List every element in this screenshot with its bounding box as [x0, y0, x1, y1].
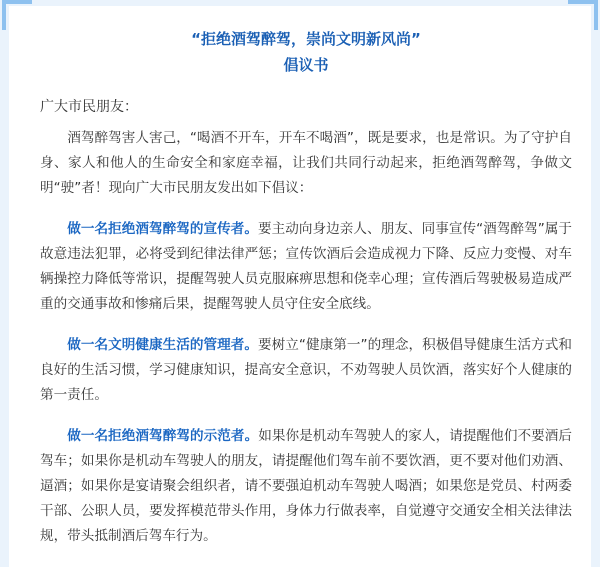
document-title: “拒绝酒驾醉驾，崇尚文明新风尚” [191, 30, 421, 48]
section-body: 如果你是机动车驾驶人的家人，请提醒他们不要酒后驾车；如果你是机动车驾驶人的朋友，请提醒他们驾车前不要饮酒，更不要对他们劝酒、逼酒；如果你是宴请聚会组织者，请不要强迫机动车驾驶人喝酒；如果您是党员、村两委干部、公职人员，要发挥模范带头作用，身体力行做表率，自觉遵守交通安全相关法律法规，带头抵制酒后驾车行为。 [40, 428, 573, 544]
document-content [40, 26, 572, 565]
document-subtitle: 倡议书 [283, 56, 329, 74]
section-paragraph [40, 217, 572, 317]
section-body: 要树立“健康第一”的理念，积极倡导健康生活方式和良好的生活习惯，学习健康知识，提高安全意识，不劝驾驶人员饮酒，落实好个人健康的第一责任。 [40, 337, 572, 403]
section-lead: 做一名文明健康生活的管理者。 [67, 337, 259, 353]
frame-corner-top-right [568, 0, 598, 30]
section-paragraph [40, 333, 572, 408]
section-lead: 做一名拒绝酒驾醉驾的示范者。 [67, 428, 259, 444]
greeting: 广大市民朋友： [40, 99, 138, 115]
section-body: 要主动向身边亲人、朋友、同事宣传“酒驾醉驾”属于故意违法犯罪，必将受到纪律法律严惩；宣传饮酒后会造成视力下降、反应力变慢、对车辆操控力降低等常识，提醒驾驶人员克服麻痹思想和侥幸心理；宣传酒后驾驶极易造成严重的交通事故和惨痛后果，提醒驾驶人员守住安全底线。 [40, 221, 572, 312]
intro-paragraph: 酒驾醉驾害人害己，“喝酒不开车，开车不喝酒”，既是要求，也是常识。为了守护自身、家人和他人的生命安全和家庭幸福，让我们共同行动起来，拒绝酒驾醉驾，争做文明“驶”者！现向广大市民朋友发出如下倡议： [40, 130, 572, 196]
frame-corner-top-left [2, 0, 32, 30]
section-paragraph [40, 424, 572, 549]
section-lead: 做一名拒绝酒驾醉驾的宣传者。 [67, 221, 259, 237]
